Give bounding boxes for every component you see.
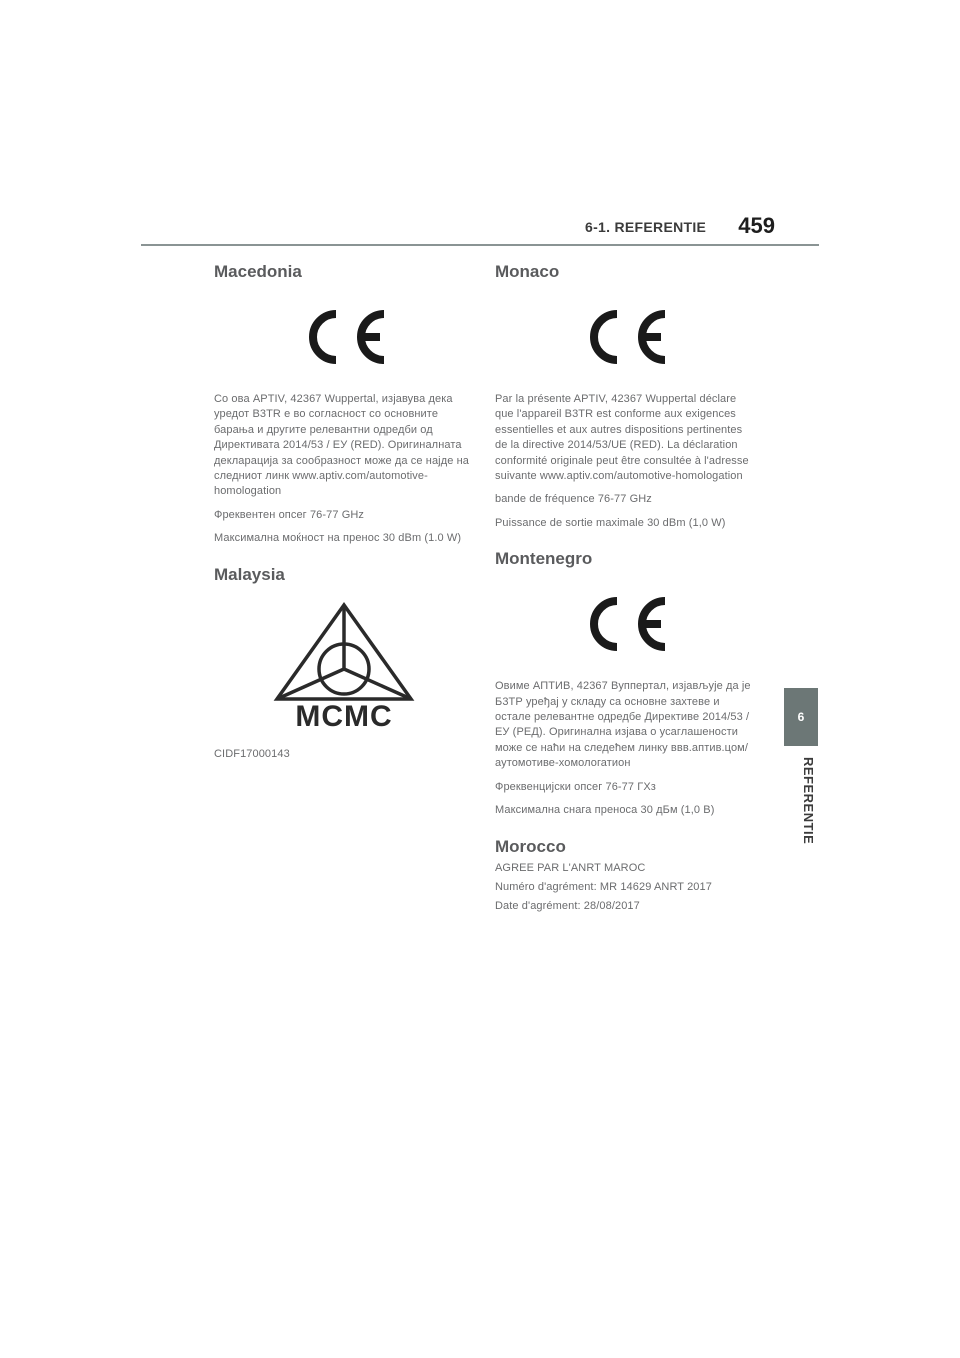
section-title: Morocco <box>495 836 566 856</box>
chapter-label: REFERENTIE <box>801 757 816 845</box>
power-text: Puissance de sortie maximale 30 dBm (1,0 W) <box>495 516 726 529</box>
power-text: Максимална снага преноса 30 дБм (1,0 В) <box>495 804 715 817</box>
ce-mark-container <box>495 306 755 368</box>
frequency-text: bande de fréquence 76-77 GHz <box>495 493 652 506</box>
ce-mark-container <box>495 593 755 655</box>
section-montenegro <box>495 545 755 818</box>
section-title: Monaco <box>495 262 560 281</box>
declaration-text: Овиме АПТИВ, 42367 Вуппертал, изјављује да је Б3ТР уређај у складу са основне захтеве и остале релевантне одредбе Директиве 2014/53 / ЕУ (РЕД). Оригинална изјава о усаглашености може се наћи на следећем линку ввв.аптив.цом/аутомотиве-хомологатион <box>495 680 751 770</box>
page-header <box>585 213 775 243</box>
section-title: Malaysia <box>214 564 285 584</box>
section-morocco <box>495 833 755 915</box>
ce-mark-icon <box>298 306 390 368</box>
mcmc-logo-container <box>214 599 474 729</box>
chapter-number: 6 <box>797 710 805 724</box>
chapter-tab[interactable] <box>784 688 818 746</box>
frequency-text: Фреквенцијски опсег 76-77 ГХз <box>495 780 656 793</box>
mcmc-logo-text: MCMC <box>295 699 393 729</box>
approval-number: Numéro d'agrément: MR 14629 ANRT 2017 <box>495 880 712 893</box>
section-title: Macedonia <box>214 262 302 281</box>
frequency-text: Фреквентен опсег 76-77 GHz <box>214 508 365 521</box>
ce-mark-icon <box>579 593 671 655</box>
left-column <box>214 258 474 776</box>
declaration-text: Со ова APTIV, 42367 Wuppertal, изјавува дека уредот B3TR е во согласност со основните барања и другите релевантни одредби од Директивата 2014/53 / ЕУ (RED). Оригиналната декларација за сообразност може да се најде на следниот линк www.aptiv.com/automotive-homologation <box>214 393 469 498</box>
mcmc-logo-icon <box>269 599 419 729</box>
section-macedonia <box>214 258 474 547</box>
header-divider <box>141 244 819 246</box>
section-title: Montenegro <box>495 549 593 569</box>
section-heading: 6-1. REFERENTIE <box>585 219 707 235</box>
section-malaysia <box>214 561 474 762</box>
approval-authority: AGREE PAR L'ANRT MAROC <box>495 861 646 874</box>
ce-mark-icon <box>579 306 671 368</box>
declaration-text: Par la présente APTIV, 42367 Wuppertal déclare que l'appareil B3TR est conforme aux exigences essentielles et aux autres dispositions pertinentes de la directive 2014/53/UE (RED). La déclaration conformité originale peut être consultée à l'adresse suivante www.aptiv.com/automotive-homologation <box>495 393 749 483</box>
approval-date: Date d'agrément: 28/08/2017 <box>495 900 640 913</box>
section-monaco <box>495 258 755 531</box>
power-text: Максимална моќност на пренос 30 dBm (1.0 W) <box>214 532 462 545</box>
ce-mark-container <box>214 306 474 368</box>
page-number: 459 <box>738 213 775 238</box>
right-column <box>495 258 755 929</box>
certificate-id: CIDF17000143 <box>214 747 290 760</box>
